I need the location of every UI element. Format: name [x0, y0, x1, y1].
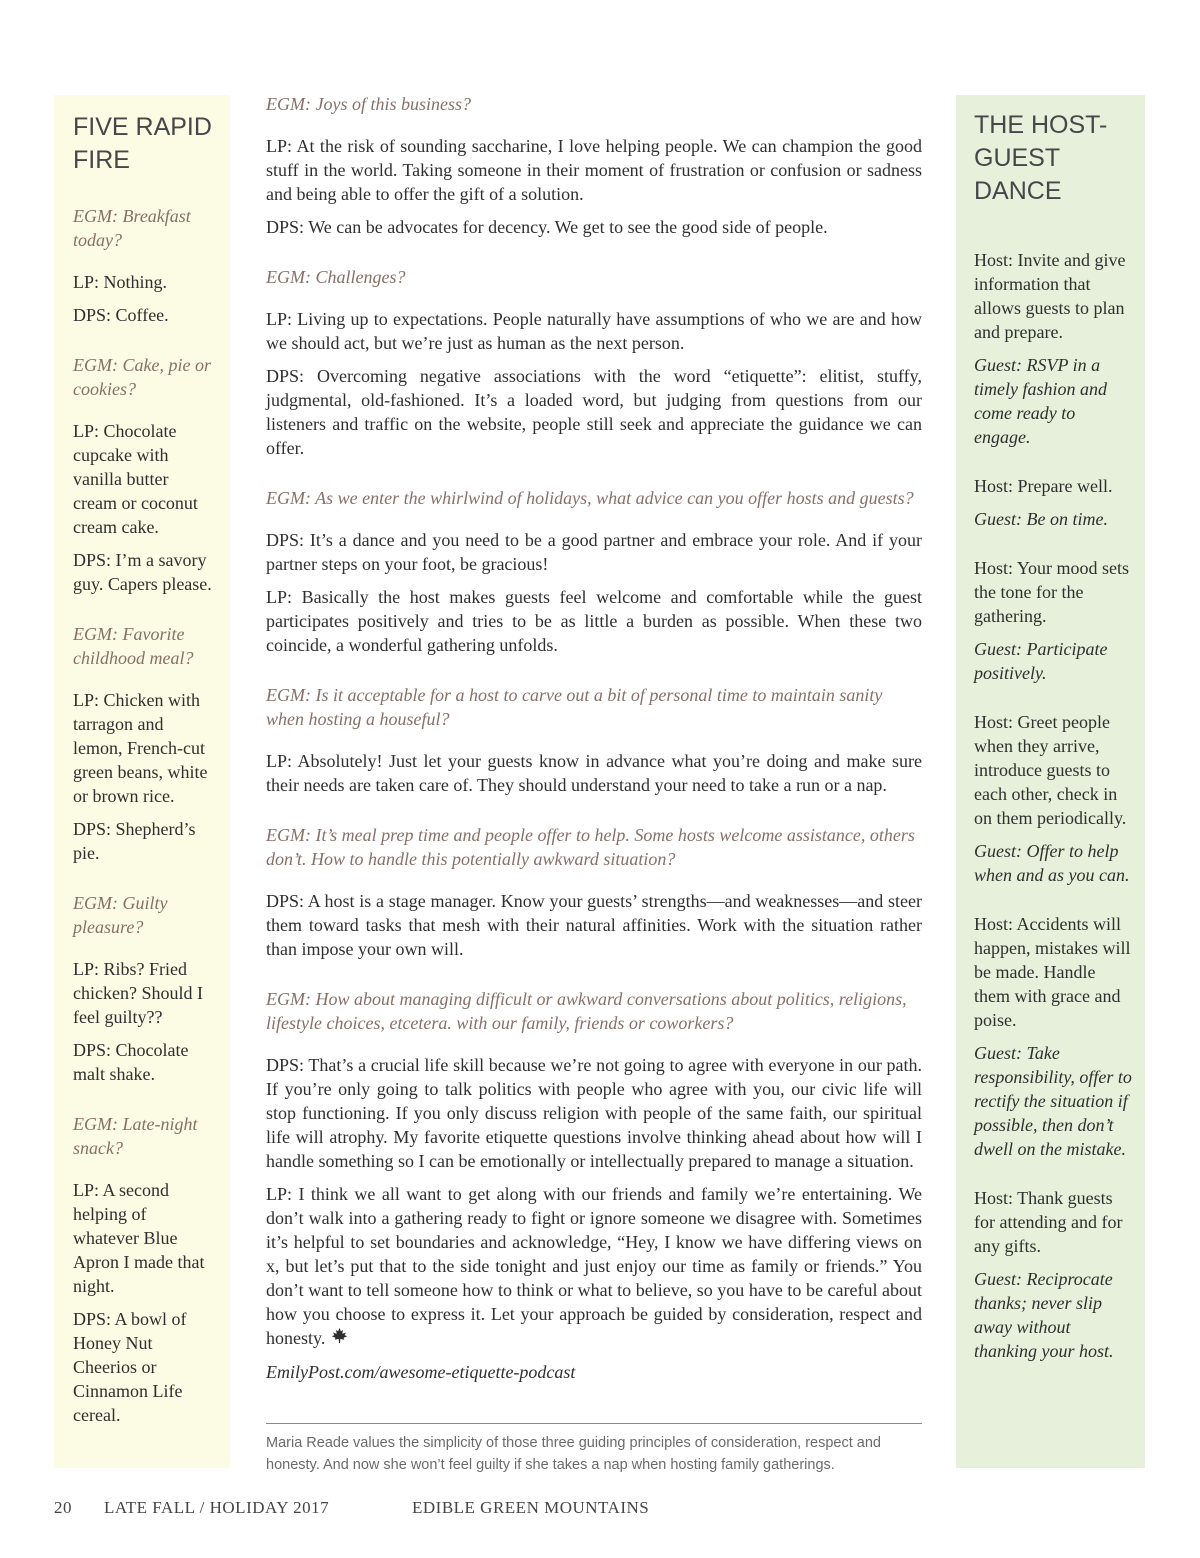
- interview-answer: DPS: Overcoming negative associations with the word “etiquette”: elitist, stuffy, judgmental, old-fashioned. It’s a loaded word, but judging from questions from our listeners and traffic on the website, people still seek and appreciate the guidance we can offer.: [266, 366, 922, 458]
- podcast-link[interactable]: EmilyPost.com/awesome-etiquette-podcast: [266, 1362, 576, 1382]
- interview-question: EGM: As we enter the whirlwind of holidays, what advice can you offer hosts and guests?: [266, 488, 914, 508]
- interview-question: EGM: Joys of this business?: [266, 94, 471, 114]
- host-tip: Host: Thank guests for attending and for any gifts.: [974, 1188, 1123, 1256]
- interview-answer: DPS: We can be advocates for decency. We get to see the good side of people.: [266, 217, 828, 237]
- host-guest-title: THE HOST-GUEST DANCE: [974, 111, 1108, 205]
- guest-tip: Guest: Participate positively.: [974, 639, 1108, 683]
- sidebar-answer: DPS: Chocolate malt shake.: [73, 1040, 189, 1084]
- sidebar-answer: DPS: Shepherd’s pie.: [73, 819, 196, 863]
- sidebar-question: EGM: Late-night snack?: [73, 1114, 198, 1158]
- photo-caption: Maria Reade values the simplicity of those three guiding principles of consideration, respect and honesty. And now she won’t feel guilty if she takes a nap when hosting family gatherings.: [266, 1435, 881, 1473]
- sidebar-answer: LP: Chocolate cupcake with vanilla butter cream or coconut cream cake.: [73, 421, 198, 537]
- sidebar-answer: DPS: Coffee.: [73, 305, 169, 325]
- guest-tip: Guest: Be on time.: [974, 509, 1108, 529]
- interview-answer: LP: At the risk of sounding saccharine, I love helping people. We can champion the good stuff in the world. Taking someone in their moment of frustration or confusion or sadness and being able to offer the gift of a solution.: [266, 136, 922, 204]
- interview-answer: [266, 1182, 922, 1351]
- host-tip: Host: Greet people when they arrive, introduce guests to each other, check in on them periodically.: [974, 712, 1127, 828]
- interview-answer: LP: Absolutely! Just let your guests know in advance what you’re doing and make sure their needs are taken care of. They should understand your need to take a run or a nap.: [266, 751, 922, 795]
- interview-question: EGM: Challenges?: [266, 267, 406, 287]
- host-guest-sidebar: [956, 95, 1145, 1468]
- magazine-name: EDIBLE GREEN MOUNTAINS: [412, 1498, 650, 1517]
- sidebar-answer: DPS: I’m a savory guy. Capers please.: [73, 550, 212, 594]
- sidebar-answer: LP: Chicken with tarragon and lemon, French-cut green beans, white or brown rice.: [73, 690, 208, 806]
- sidebar-answer: LP: A second helping of whatever Blue Apron I made that night.: [73, 1180, 205, 1296]
- sidebar-answer: LP: Nothing.: [73, 272, 168, 292]
- guest-tip: Guest: Reciprocate thanks; never slip away without thanking your host.: [974, 1269, 1114, 1361]
- page-number: 20: [54, 1498, 72, 1517]
- host-tip: Host: Accidents will happen, mistakes will be made. Handle them with grace and poise.: [974, 914, 1131, 1030]
- guest-tip: Guest: RSVP in a timely fashion and come ready to engage.: [974, 355, 1107, 447]
- sidebar-answer: DPS: A bowl of Honey Nut Cheerios or Cinnamon Life cereal.: [73, 1309, 187, 1425]
- sidebar-question: EGM: Guilty pleasure?: [73, 893, 168, 937]
- sidebar-question: EGM: Cake, pie or cookies?: [73, 355, 211, 399]
- issue-label: LATE FALL / HOLIDAY 2017: [104, 1498, 330, 1517]
- interview-answer: DPS: A host is a stage manager. Know your guests’ strengths—and weaknesses—and steer them toward tasks that mesh with their natural affinities. Work with the situation rather than impose your own will.: [266, 891, 922, 959]
- guest-tip: Guest: Take responsibility, offer to rectify the situation if possible, then don’t dwell on the mistake.: [974, 1043, 1132, 1159]
- caption-divider: [266, 1423, 922, 1424]
- interview-question: EGM: How about managing difficult or awkward conversations about politics, religions, lifestyle choices, etcetera. with our family, friends or coworkers?: [266, 989, 907, 1033]
- interview-answer: LP: Basically the host makes guests feel welcome and comfortable while the guest participates positively and tries to be as little a burden as possible. When these two coincide, a wonderful gathering unfolds.: [266, 587, 922, 655]
- maple-leaf-icon: [331, 1327, 348, 1351]
- host-tip: Host: Prepare well.: [974, 476, 1113, 496]
- interview-column: [266, 92, 922, 1384]
- host-tip: Host: Invite and give information that allows guests to plan and prepare.: [974, 250, 1126, 342]
- rapid-fire-sidebar: [54, 95, 230, 1468]
- interview-answer: LP: Living up to expectations. People naturally have assumptions of who we are and how we should act, but we’re just as human as the next person.: [266, 309, 922, 353]
- host-tip: Host: Your mood sets the tone for the gathering.: [974, 558, 1130, 626]
- final-answer-text: LP: I think we all want to get along with our friends and family we’re entertaining. We don’t walk into a gathering ready to fight or ignore someone we disagree with. Sometimes it’s helpful to set boundaries and acknowledge, “Hey, I know we have differing views on x, but let’s put that to the side tonight and just enjoy our time as family or friends.” You don’t want to tell someone how to think or what to believe, so you have to be careful about how you choose to express it. Let your approach be guided by consideration, respect and honesty.: [266, 1184, 922, 1348]
- sidebar-question: EGM: Breakfast today?: [73, 206, 191, 250]
- sidebar-answer: LP: Ribs? Fried chicken? Should I feel guilty??: [73, 959, 203, 1027]
- interview-answer: DPS: It’s a dance and you need to be a good partner and embrace your role. And if your partner steps on your foot, be gracious!: [266, 530, 922, 574]
- rapid-fire-title: FIVE RAPID FIRE: [73, 113, 212, 174]
- sidebar-question: EGM: Favorite childhood meal?: [73, 624, 194, 668]
- interview-question: EGM: It’s meal prep time and people offer to help. Some hosts welcome assistance, others don’t. How to handle this potentially awkward situation?: [266, 825, 915, 869]
- guest-tip: Guest: Offer to help when and as you can.: [974, 841, 1130, 885]
- interview-question: EGM: Is it acceptable for a host to carve out a bit of personal time to maintain sanity when hosting a houseful?: [266, 685, 883, 729]
- interview-answer: DPS: That’s a crucial life skill because we’re not going to agree with everyone in our path. If you’re only going to talk politics with people who agree with you, our civic life will stop functioning. If you only discuss religion with people of the same faith, our spiritual life will atrophy. My favorite etiquette questions involve thinking ahead about how will I handle something so I can be emotionally or intellectually prepared to manage a situation.: [266, 1055, 922, 1171]
